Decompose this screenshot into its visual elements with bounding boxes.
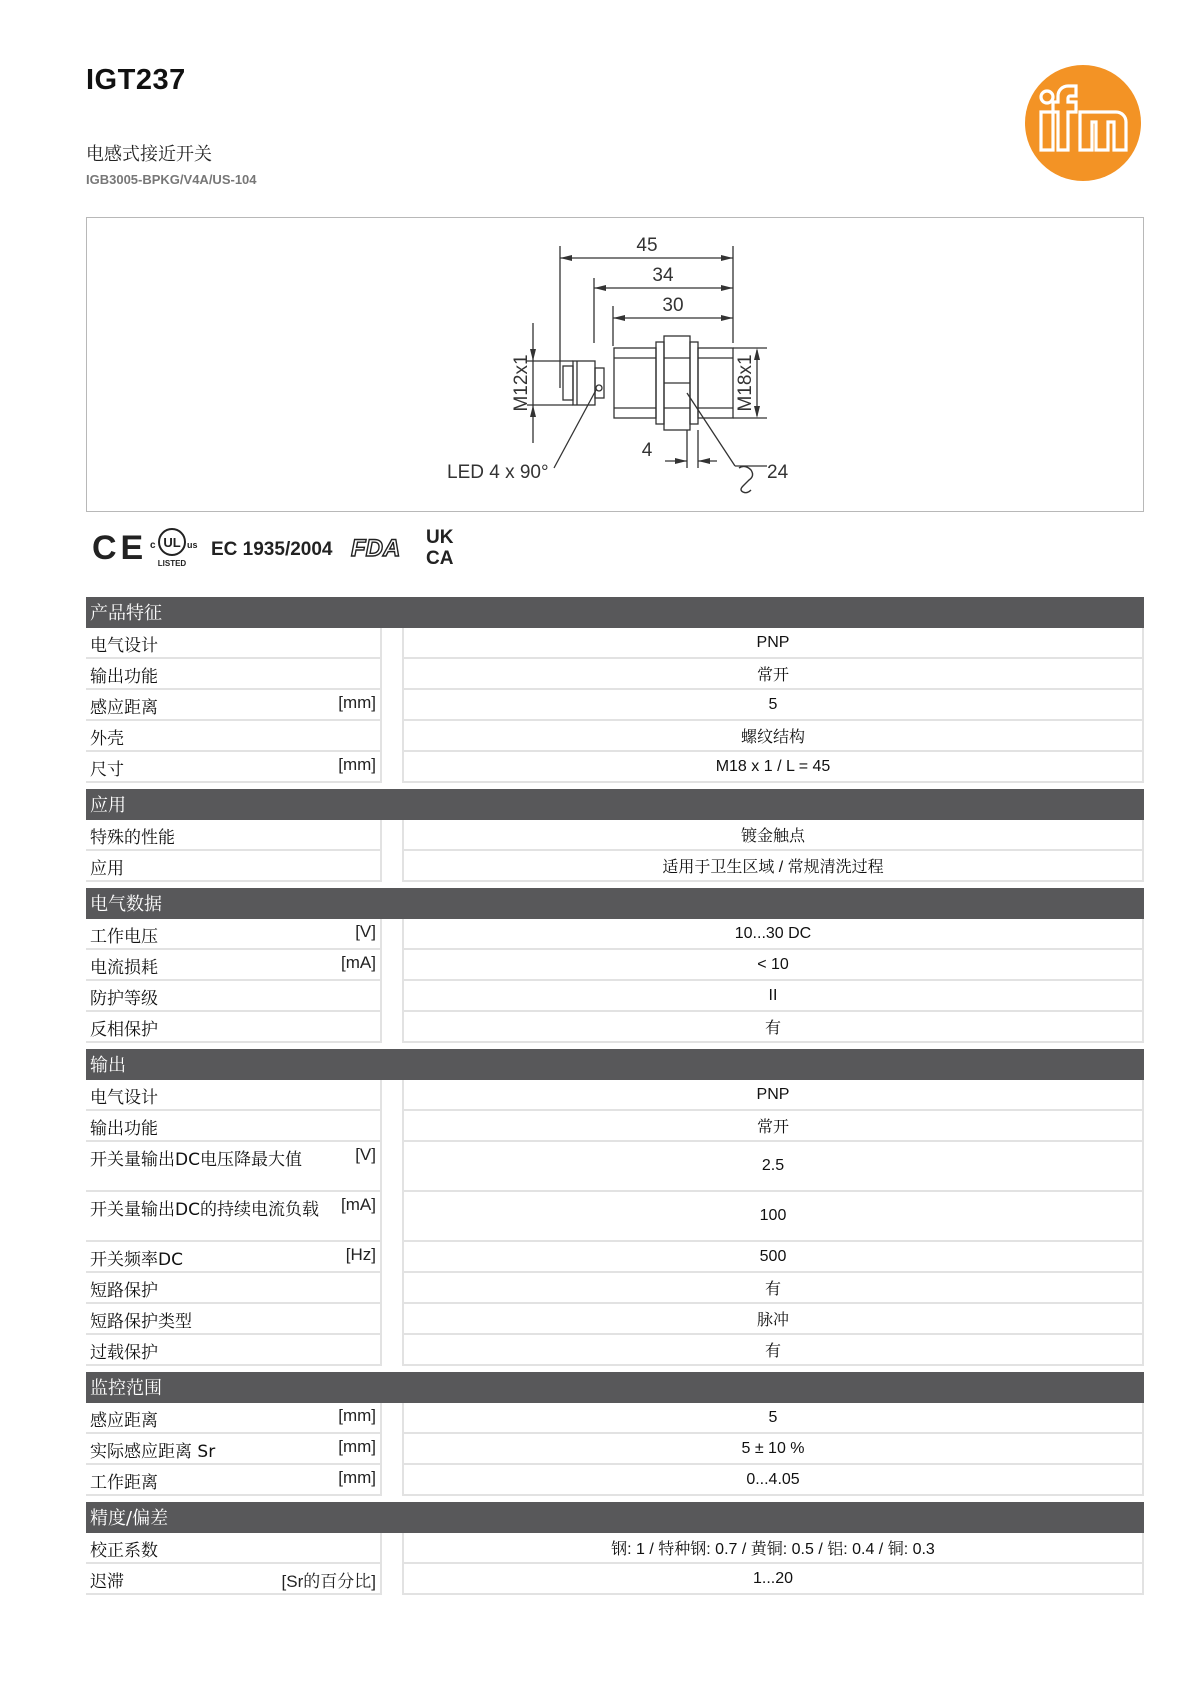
spec-label-cell xyxy=(86,820,382,851)
spec-label: 开关量输出DC电压降最大值 xyxy=(90,1150,302,1170)
spec-label: 应用 xyxy=(90,859,124,879)
spec-unit xyxy=(368,631,376,657)
spec-row xyxy=(86,851,1144,882)
svg-text:us: us xyxy=(187,540,198,550)
spec-row xyxy=(86,1012,1144,1043)
spec-unit: [V] xyxy=(355,922,376,941)
spec-label: 工作距离 xyxy=(90,1473,158,1493)
ce-mark: CE xyxy=(92,529,148,567)
spec-label-cell xyxy=(86,1434,382,1465)
wrench-icon xyxy=(739,466,753,492)
section-header: 应用 xyxy=(86,789,1144,820)
spec-label: 反相保护 xyxy=(90,1020,158,1040)
spec-value: 0...4.05 xyxy=(402,1465,1144,1496)
svg-text:c: c xyxy=(150,540,156,551)
spec-label-cell xyxy=(86,1192,382,1242)
spec-label: 电气设计 xyxy=(90,636,158,656)
spec-row xyxy=(86,721,1144,752)
spec-label-cell xyxy=(86,1111,382,1142)
svg-text:UK: UK xyxy=(426,527,454,548)
ul-listed-mark xyxy=(150,529,198,568)
spec-unit xyxy=(368,984,376,1010)
spec-label-cell xyxy=(86,950,382,981)
spec-row xyxy=(86,1192,1144,1242)
dim-45-label: 45 xyxy=(636,235,658,256)
section-header: 产品特征 xyxy=(86,597,1144,628)
section-header: 精度/偏差 xyxy=(86,1502,1144,1533)
spec-value: M18 x 1 / L = 45 xyxy=(402,752,1144,783)
spec-label-cell xyxy=(86,1304,382,1335)
spec-unit: [mm] xyxy=(338,693,376,712)
spec-unit xyxy=(368,724,376,750)
spec-label: 迟滞 xyxy=(90,1572,124,1592)
spec-row xyxy=(86,752,1144,783)
spec-unit: [V] xyxy=(355,1145,376,1164)
spec-label-cell xyxy=(86,752,382,783)
spec-label-cell xyxy=(86,981,382,1012)
spec-label: 短路保护 xyxy=(90,1281,158,1301)
svg-text:CA: CA xyxy=(426,548,454,568)
spec-value: 脉冲 xyxy=(402,1304,1144,1335)
spec-label-cell xyxy=(86,919,382,950)
spec-value: 5 ± 10 % xyxy=(402,1434,1144,1465)
ec-1935-mark: EC 1935/2004 xyxy=(211,539,333,560)
spec-value: 5 xyxy=(402,690,1144,721)
spec-row xyxy=(86,820,1144,851)
spec-unit xyxy=(368,1083,376,1109)
spec-value: 5 xyxy=(402,1403,1144,1434)
spec-unit: [mm] xyxy=(338,1468,376,1487)
spec-label: 感应距离 xyxy=(90,1411,158,1431)
product-title: IGT237 xyxy=(86,64,186,96)
spec-label-cell xyxy=(86,628,382,659)
spec-label: 过载保护 xyxy=(90,1343,158,1363)
spec-label: 电气设计 xyxy=(90,1088,158,1108)
spec-label-cell xyxy=(86,721,382,752)
spec-label: 开关量输出DC的持续电流负载 xyxy=(90,1200,319,1220)
spec-label: 实际感应距离 Sr xyxy=(90,1442,216,1462)
spec-row xyxy=(86,659,1144,690)
spec-row xyxy=(86,1273,1144,1304)
section-header: 输出 xyxy=(86,1049,1144,1080)
spec-value: 有 xyxy=(402,1012,1144,1043)
spec-label-cell xyxy=(86,1465,382,1496)
spec-value: PNP xyxy=(402,1080,1144,1111)
spec-row xyxy=(86,1564,1144,1595)
led-label: LED 4 x 90° xyxy=(447,462,549,483)
spec-value: 有 xyxy=(402,1335,1144,1366)
certification-logos xyxy=(90,524,470,568)
spec-unit: [mA] xyxy=(341,1195,376,1214)
spec-value: 500 xyxy=(402,1242,1144,1273)
spec-label: 输出功能 xyxy=(90,667,158,687)
spec-label-cell xyxy=(86,1335,382,1366)
spec-value: 100 xyxy=(402,1192,1144,1242)
spec-label: 开关频率DC xyxy=(90,1250,183,1270)
thread-m18-label: M18x1 xyxy=(735,354,756,412)
dim-34-label: 34 xyxy=(652,265,674,286)
spec-label-cell xyxy=(86,659,382,690)
spec-unit xyxy=(368,1338,376,1364)
spec-row xyxy=(86,628,1144,659)
spec-row xyxy=(86,950,1144,981)
spec-label: 尺寸 xyxy=(90,760,124,780)
spec-value: 适用于卫生区域 / 常规清洗过程 xyxy=(402,851,1144,882)
spec-row xyxy=(86,1142,1144,1192)
spec-unit xyxy=(368,1536,376,1562)
ifm-logo xyxy=(1024,64,1142,182)
spec-label: 特殊的性能 xyxy=(90,828,175,848)
spec-unit xyxy=(368,1307,376,1333)
spec-row xyxy=(86,981,1144,1012)
spec-unit xyxy=(368,662,376,688)
spec-value: 10...30 DC xyxy=(402,919,1144,950)
spec-label-cell xyxy=(86,1403,382,1434)
spec-label: 输出功能 xyxy=(90,1119,158,1139)
spec-value: < 10 xyxy=(402,950,1144,981)
spec-unit: [Hz] xyxy=(345,1245,376,1264)
spec-label: 电流损耗 xyxy=(90,958,158,978)
spec-unit: [Sr的百分比] xyxy=(281,1572,376,1591)
fda-mark xyxy=(351,535,400,562)
spec-label-cell xyxy=(86,1273,382,1304)
spec-row xyxy=(86,690,1144,721)
section-header: 监控范围 xyxy=(86,1372,1144,1403)
spec-unit xyxy=(368,1276,376,1302)
spec-row xyxy=(86,1434,1144,1465)
spec-unit xyxy=(368,1015,376,1041)
wrench-size-label: 24 xyxy=(767,462,789,483)
svg-text:LISTED: LISTED xyxy=(157,559,187,568)
spec-unit: [mm] xyxy=(338,1406,376,1425)
dim-4-label: 4 xyxy=(641,440,653,461)
spec-unit: [mm] xyxy=(338,1437,376,1456)
spec-table xyxy=(86,597,1144,1595)
spec-row xyxy=(86,1533,1144,1564)
spec-value: 钢: 1 / 特种钢: 0.7 / 黄铜: 0.5 / 铝: 0.4 / 铜: 0.3 xyxy=(402,1533,1144,1564)
spec-label-cell xyxy=(86,1242,382,1273)
spec-unit: [mm] xyxy=(338,755,376,774)
spec-label-cell xyxy=(86,1564,382,1595)
spec-value: 镀金触点 xyxy=(402,820,1144,851)
spec-row xyxy=(86,1304,1144,1335)
spec-label: 防护等级 xyxy=(90,989,158,1009)
spec-label-cell xyxy=(86,1012,382,1043)
spec-label: 感应距离 xyxy=(90,698,158,718)
dimension-drawing xyxy=(86,217,1144,512)
spec-row xyxy=(86,919,1144,950)
spec-label: 短路保护类型 xyxy=(90,1312,192,1332)
spec-value: 有 xyxy=(402,1273,1144,1304)
ukca-mark xyxy=(426,527,454,568)
spec-label-cell xyxy=(86,690,382,721)
spec-unit xyxy=(368,1114,376,1140)
svg-text:UL: UL xyxy=(163,535,181,550)
spec-label-cell xyxy=(86,1533,382,1564)
spec-row xyxy=(86,1242,1144,1273)
spec-unit: [mA] xyxy=(341,953,376,972)
spec-row xyxy=(86,1465,1144,1496)
spec-label: 工作电压 xyxy=(90,927,158,947)
spec-label-cell xyxy=(86,851,382,882)
svg-text:FDA: FDA xyxy=(351,535,401,562)
spec-value: 常开 xyxy=(402,1111,1144,1142)
article-code: IGB3005-BPKG/V4A/US-104 xyxy=(86,172,257,187)
spec-unit xyxy=(368,823,376,849)
spec-label-cell xyxy=(86,1080,382,1111)
spec-unit xyxy=(368,854,376,880)
spec-value: 常开 xyxy=(402,659,1144,690)
dim-30-label: 30 xyxy=(662,295,684,316)
spec-row xyxy=(86,1403,1144,1434)
spec-value: 1...20 xyxy=(402,1564,1144,1595)
spec-label-cell xyxy=(86,1142,382,1192)
spec-label: 校正系数 xyxy=(90,1541,158,1561)
section-header: 电气数据 xyxy=(86,888,1144,919)
spec-value: II xyxy=(402,981,1144,1012)
spec-label: 外壳 xyxy=(90,729,124,749)
spec-value: 2.5 xyxy=(402,1142,1144,1192)
spec-value: PNP xyxy=(402,628,1144,659)
spec-row xyxy=(86,1111,1144,1142)
spec-row xyxy=(86,1335,1144,1366)
spec-value: 螺纹结构 xyxy=(402,721,1144,752)
spec-row xyxy=(86,1080,1144,1111)
thread-m12-label: M12x1 xyxy=(511,354,532,412)
product-subtitle: 电感式接近开关 xyxy=(86,144,212,165)
